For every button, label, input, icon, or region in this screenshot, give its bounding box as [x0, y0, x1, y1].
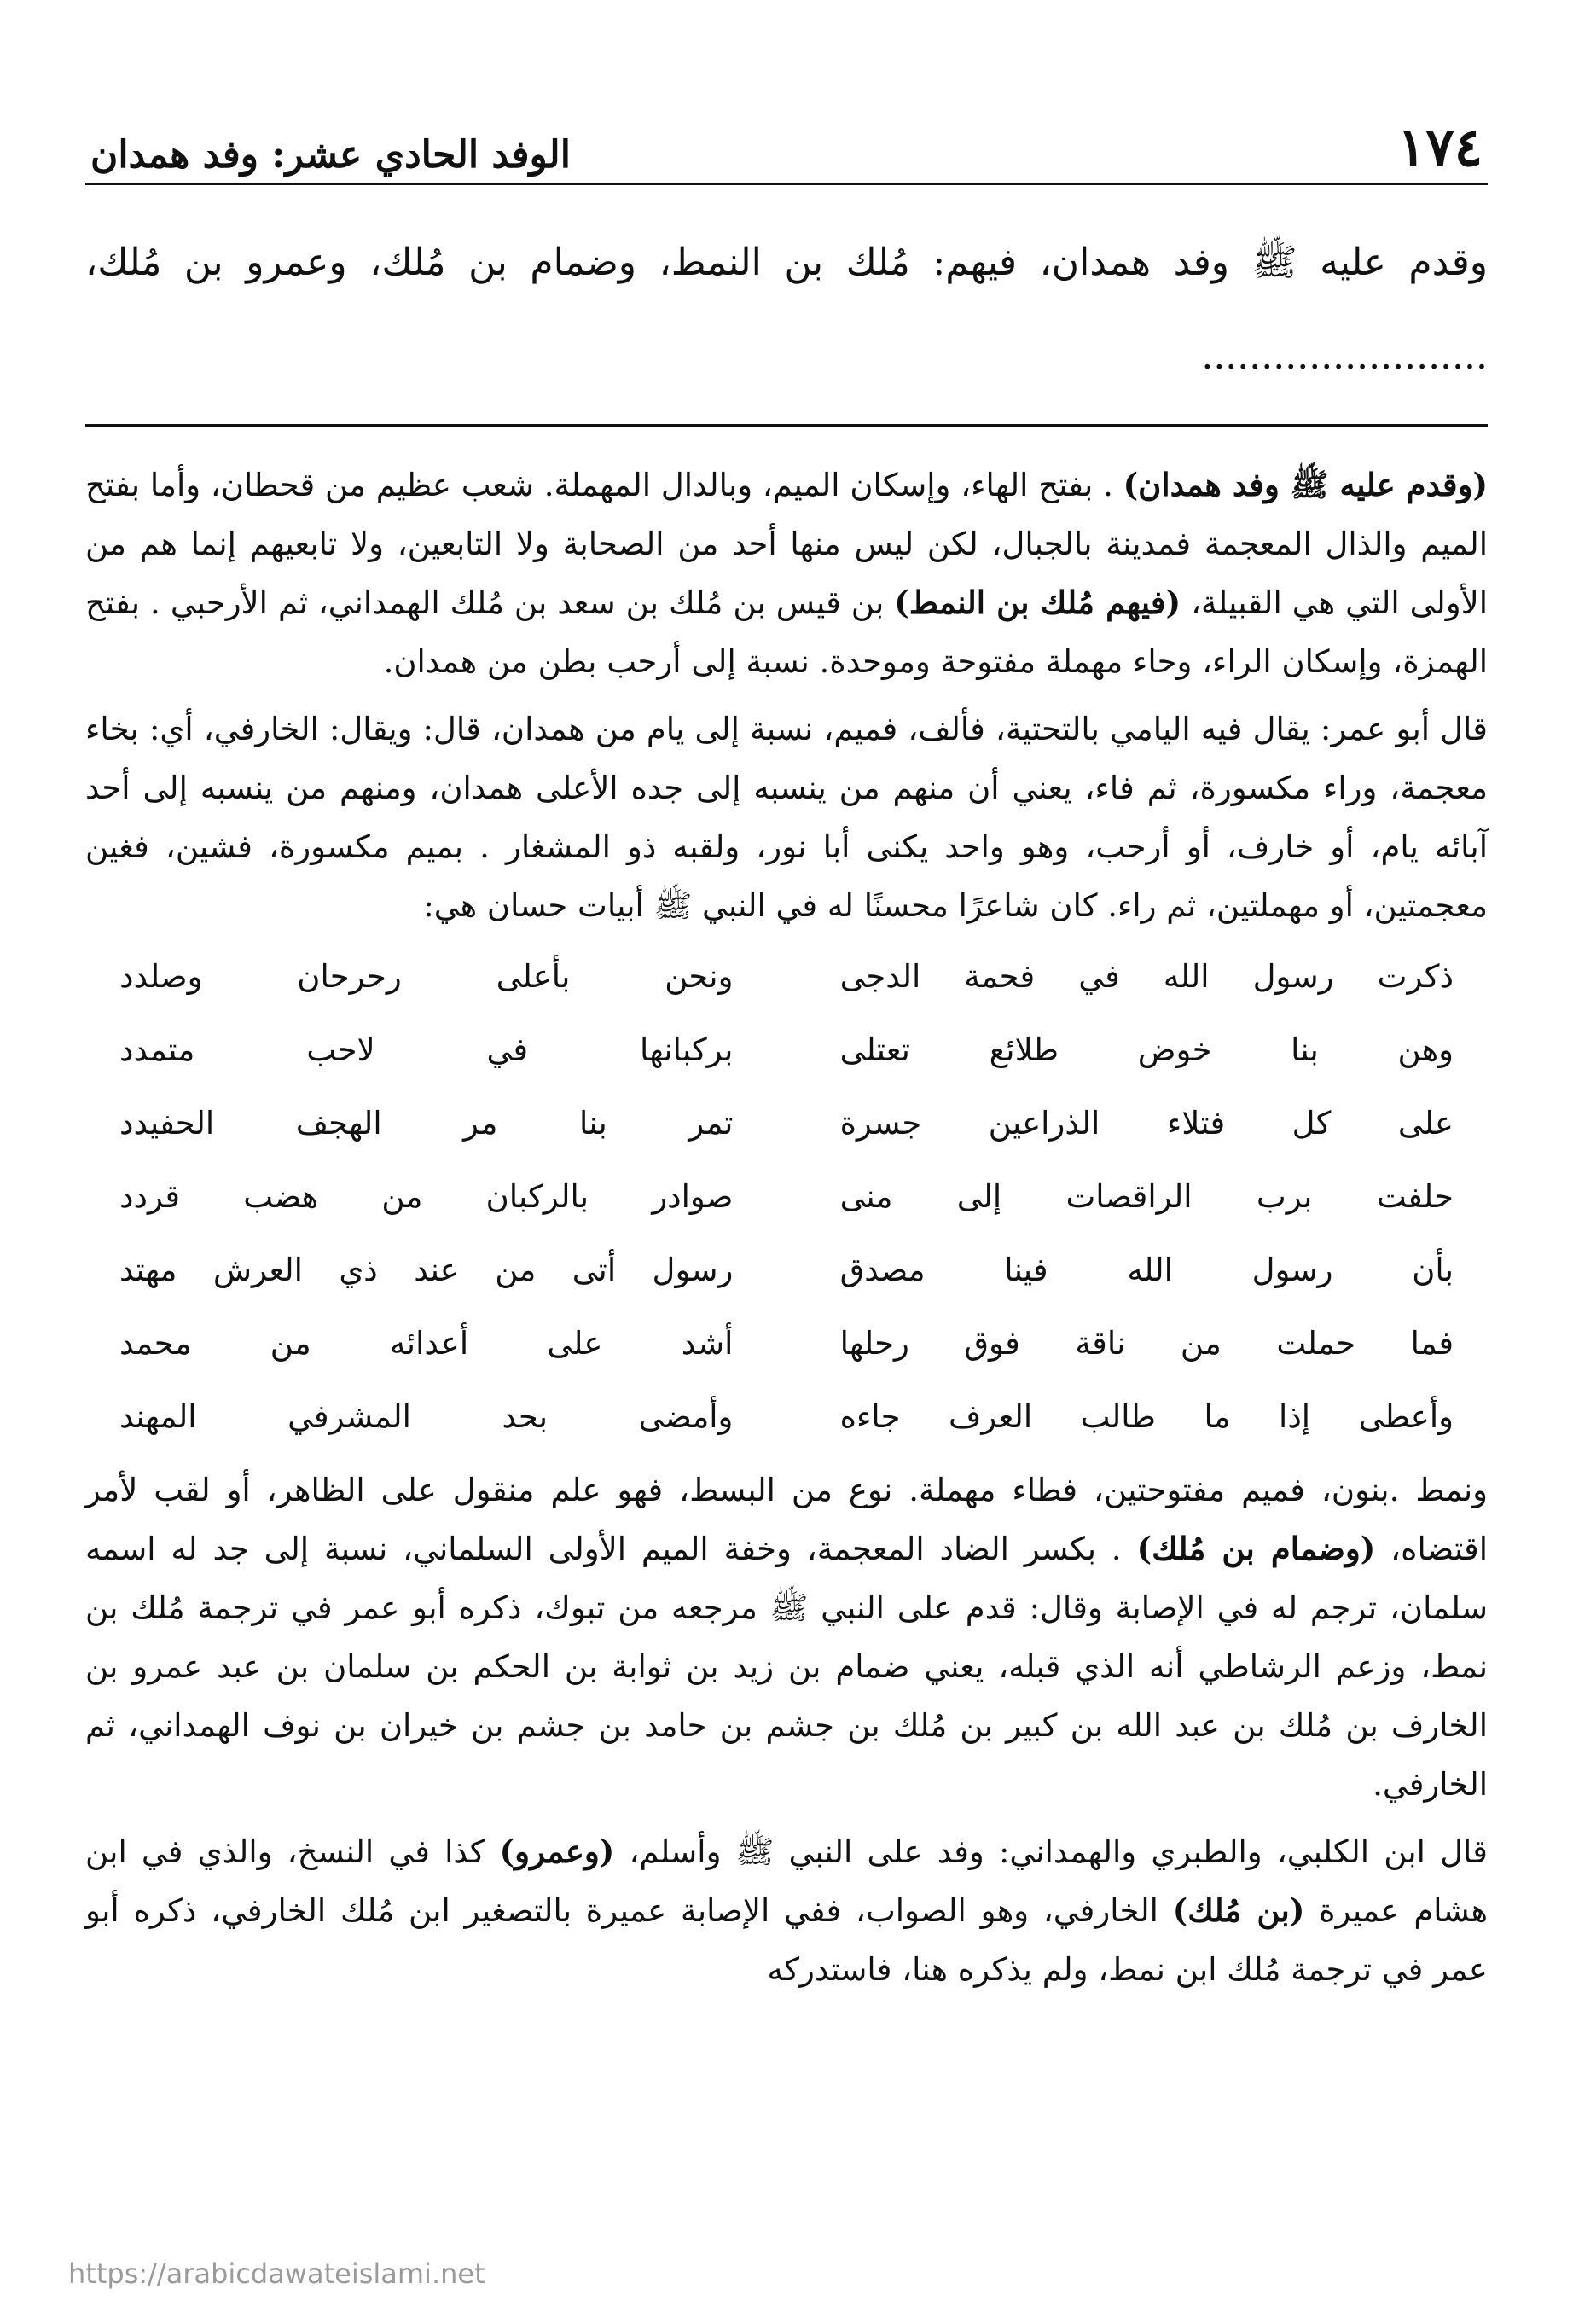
poem-hemistich-left: بركبانها في لاحب متمدد: [119, 1031, 734, 1068]
bold-lemma: (بن مُلك): [1172, 1891, 1305, 1929]
matn-text: وقدم عليه ﷺ وفد همدان، فيهم: مُلك بن النمط، وضمام بن مُلك، وعمرو بن مُلك، ........................: [85, 241, 1488, 378]
bold-lemma: (وقدم عليه ﷺ وفد همدان): [1123, 466, 1488, 503]
text-run: كذا في النسخ، والذي في ابن هشام عميرة: [85, 1833, 1489, 1929]
poem-verse: [85, 1160, 1488, 1234]
commentary-paragraph-2: قال أبو عمر: يقال فيه اليامي بالتحتية، فألف، فميم، نسبة إلى يام من همدان، قال: ويقال: الخارفي، أي: بخاء معجمة، وراء مكسورة، ثم فاء، يعني أن منهم من ينسبه إلى جده الأعلى همدان، ومنهم من ينسبه إلى أحد آبائه يام، أو خارف، أو أرحب، وهو واحد يكنى أبا نور، ولقبه ذو المشغار . بميم مكسورة، فشين، فغين معجمتين، أو مهملتين، ثم راء. كان شاعرًا محسنًا له في النبي ﷺ أبيات حسان هي:: [85, 711, 1488, 924]
poem-hemistich-left: ونحن بأعلى رحرحان وصلدد: [119, 958, 734, 995]
text-run: ونمط .بنون، فميم مفتوحتين، فطاء مهملة. نوع من البسط، فهو علم منقول على الظاهر، أو لقب لأمر اقتضاه،: [85, 1472, 1488, 1567]
page-header: [85, 102, 1488, 185]
commentary: [85, 427, 1488, 1999]
poem-verse: [85, 1380, 1488, 1454]
poem-hemistich-right: فما حملت من ناقة فوق رحلها: [839, 1325, 1454, 1362]
text-run: . بكسر الضاد المعجمة، وخفة الميم الأولى السلماني، نسبة إلى جد له اسمه سلمان، ترجم له في الإصابة وقال: قدم على النبي ﷺ مرجعه من تبوك، ذكره أبو عمر في ترجمة مُلك بن نمط، وزعم الرشاطي أنه الذي قبله، يعني ضمام بن زيد بن ثوابة بن الحكم بن سلمان بن عبد عمرو بن الخارف بن مُلك بن عبد الله بن كبير بن مُلك بن جشم بن حامد بن جشم بن خيران بن نوف الهمداني، ثم الخارفي.: [85, 1531, 1488, 1803]
poem-hemistich-right: على كل فتلاء الذراعين جسرة: [839, 1105, 1454, 1142]
commentary-paragraph-4: [85, 1822, 1488, 1999]
poem-verse: [85, 940, 1488, 1014]
commentary-paragraph-3: [85, 1461, 1488, 1814]
watermark-url: https://arabicdawateislami.net: [68, 2257, 485, 2290]
poem-hemistich-right: ذكرت رسول الله في فحمة الدجى: [839, 958, 1454, 995]
poem: [85, 940, 1488, 1454]
page-number: ١٧٤: [1397, 116, 1483, 178]
text-run: الخارفي، وهو الصواب، ففي الإصابة عميرة بالتصغير ابن مُلك الخارفي، ذكره أبو عمر في ترجمة مُلك ابن نمط، ولم يذكره هنا، فاستدركه: [85, 1892, 1488, 1988]
text-run: . بفتح الهاء، وإسكان الميم، وبالدال المهملة. شعب عظيم من قحطان، وأما بفتح الميم والذال المعجمة فمدينة بالجبال، لكن ليس منها أحد من الصحابة ولا التابعين، ولا تابعيهم إنما هم من الأولى التي هي القبيلة،: [85, 467, 1488, 621]
poem-hemistich-left: أشد على أعدائه من محمد: [119, 1325, 734, 1362]
poem-hemistich-right: وهن بنا خوض طلائع تعتلى: [839, 1031, 1454, 1068]
bold-lemma: (وضمام بن مُلك): [1136, 1530, 1376, 1567]
poem-hemistich-right: وأعطى إذا ما طالب العرف جاءه: [839, 1398, 1454, 1435]
bold-lemma: (فيهم مُلك بن النمط): [894, 584, 1181, 621]
poem-hemistich-left: وأمضى بحد المشرفي المهند: [119, 1398, 734, 1435]
running-title: الوفد الحادي عشر: وفد همدان: [90, 133, 571, 177]
poem-verse: [85, 1087, 1488, 1160]
poem-verse: [85, 1014, 1488, 1087]
poem-hemistich-left: صوادر بالركبان من هضب قردد: [119, 1178, 734, 1215]
poem-hemistich-left: تمر بنا مر الهجف الحفيدد: [119, 1105, 734, 1142]
commentary-paragraph-1: [85, 456, 1488, 691]
poem-hemistich-right: حلفت برب الراقصات إلى منى: [839, 1178, 1454, 1215]
text-run: بن قيس بن مُلك بن سعد بن مُلك الهمداني، ثم الأرحبي . بفتح الهمزة، وإسكان الراء، وحاء مهملة مفتوحة وموحدة. نسبة إلى أرحب بطن من همدان.: [85, 584, 1488, 680]
bold-lemma: (وعمرو): [499, 1833, 615, 1870]
poem-verse: [85, 1234, 1488, 1307]
poem-verse: [85, 1307, 1488, 1380]
poem-hemistich-left: رسول أتى من عند ذي العرش مهتد: [119, 1252, 734, 1288]
text-run: قال ابن الكلبي، والطبري والهمداني: وفد على النبي ﷺ وأسلم،: [614, 1833, 1488, 1870]
poem-hemistich-right: بأن رسول الله فينا مصدق: [839, 1252, 1454, 1288]
